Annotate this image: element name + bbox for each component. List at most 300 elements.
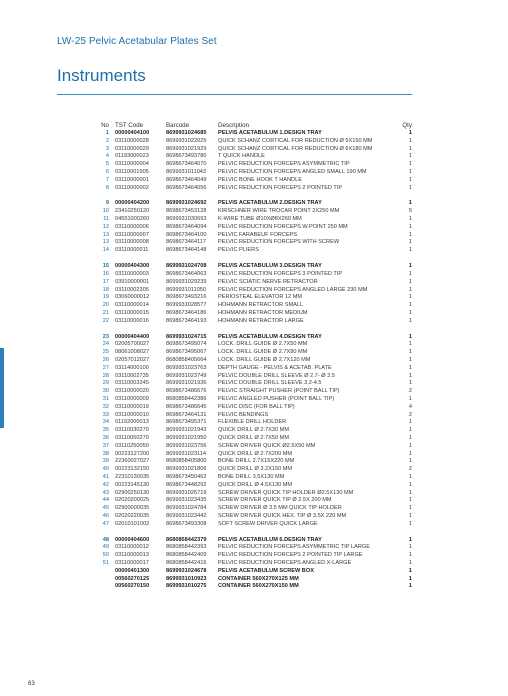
- table-row: [57, 247, 412, 255]
- cell-no: 46: [102, 512, 109, 519]
- page-number: 63: [28, 681, 35, 687]
- table-row: [57, 505, 412, 513]
- cell-no: 14: [102, 247, 109, 254]
- cell-description: PELVIC SCIATIC NERVE RETRACTOR: [218, 278, 318, 285]
- cell-no: 8: [105, 184, 109, 191]
- cell-no: 9: [105, 200, 109, 207]
- cell-qty: 1: [408, 357, 412, 363]
- cell-barcode: 8698673495371: [166, 419, 207, 426]
- table-row: [57, 404, 412, 412]
- cell-description: HOHMANN RETRACTOR MEDIUM: [218, 309, 308, 316]
- cell-description: LOCK. DRILL GUIDE Ø 2.7X120 MM: [218, 357, 311, 363]
- cell-description: QUICK SCHANZ CORTICAL FOR REDUCTION Ø 5X150 MM: [218, 137, 373, 144]
- table-row: [57, 169, 412, 177]
- cell-barcode: 8699931023114: [166, 450, 207, 457]
- cell-qty: 1: [408, 184, 412, 191]
- cell-qty: 1: [408, 168, 412, 175]
- cell-description: CONTAINER 560X270X150 MM: [218, 583, 299, 590]
- cell-barcode: 8699931024685: [166, 130, 207, 136]
- cell-no: 2: [105, 137, 109, 144]
- table-row: [57, 349, 412, 357]
- cell-no: 10: [102, 208, 109, 215]
- cell-barcode: 8680858405800: [166, 458, 207, 465]
- cell-description: PELVIS ACETABULUM 3.DESIGN TRAY: [218, 263, 322, 270]
- cell-no: 22: [102, 317, 109, 324]
- cell-description: SCREW DRIVER QUICK Ø2.5X50 MM: [218, 442, 316, 449]
- table-row: [57, 482, 412, 490]
- cell-tst-code: 03110000020: [115, 388, 149, 395]
- cell-qty: 2: [408, 388, 412, 395]
- cell-tst-code: 03110003245: [115, 380, 149, 387]
- instruments-table: [57, 121, 412, 591]
- cell-description: PELVIC REDUCTION FORCEPS ANGLED X-LARGE: [218, 560, 352, 567]
- cell-barcode: 8699931011043: [166, 168, 207, 175]
- cell-qty: 1: [408, 130, 412, 136]
- cell-tst-code: 03110002735: [115, 372, 149, 379]
- cell-no: 49: [102, 544, 109, 551]
- table-row: [57, 396, 412, 404]
- cell-barcode: 8698673464070: [166, 161, 207, 168]
- cell-tst-code: 03110000017: [115, 560, 149, 567]
- cell-qty: 1: [408, 427, 412, 434]
- cell-tst-code: 00000404200: [115, 200, 150, 207]
- cell-tst-code: 00000401300: [115, 567, 150, 574]
- cell-barcode: 8699931023435: [166, 497, 207, 504]
- cell-tst-code: 02057012027: [115, 357, 150, 363]
- table-row: [57, 490, 412, 498]
- table-row: [57, 310, 412, 318]
- cell-tst-code: 02020220035: [115, 512, 150, 519]
- table-row: [57, 458, 412, 466]
- cell-barcode: 8699931024784: [166, 505, 207, 512]
- cell-tst-code: 01193000023: [115, 153, 149, 160]
- cell-description: BONE DRILL 2.7X15X220 MM: [218, 458, 295, 465]
- cell-tst-code: 22360027027: [115, 458, 150, 465]
- cell-description: QUICK DRILL Ø 2.7X30 MM: [218, 427, 289, 434]
- table-row: [57, 443, 412, 451]
- cell-description: PELVIC REDUCTION FORCEPS ASYMMETRIC TIP: [218, 161, 350, 168]
- cell-no: 39: [102, 458, 109, 465]
- cell-description: PELVIC BENDINGS: [218, 411, 269, 418]
- table-row: [57, 451, 412, 459]
- table-row: [57, 302, 412, 310]
- cell-description: PELVIS ACETABULUM 4.DESIGN TRAY: [218, 333, 322, 340]
- cell-tst-code: 03114000100: [115, 364, 149, 371]
- cell-barcode: 8699931023442: [166, 512, 207, 519]
- cell-qty: 1: [408, 349, 412, 356]
- cell-qty: 1: [408, 434, 412, 441]
- cell-tst-code: 03110000019: [115, 403, 149, 410]
- cell-tst-code: 03060000012: [115, 294, 150, 301]
- cell-barcode: 8698673493216: [166, 294, 207, 301]
- table-row: [57, 161, 412, 169]
- cell-no: 50: [102, 552, 109, 559]
- table-row: [57, 537, 412, 545]
- cell-barcode: 8698673464131: [166, 411, 207, 418]
- cell-qty: 1: [408, 263, 412, 270]
- cell-tst-code: 03110000013: [115, 552, 149, 559]
- cell-barcode: 8699931026719: [166, 489, 207, 496]
- cell-tst-code: 03110000002: [115, 184, 149, 191]
- cell-barcode: 8699931023749: [166, 372, 207, 379]
- cell-barcode: 8698673493308: [166, 520, 207, 527]
- table-row: [57, 287, 412, 295]
- cell-barcode: 8698673495074: [166, 341, 207, 348]
- cell-barcode: 8699931023756: [166, 442, 207, 449]
- cell-barcode: 8698673464063: [166, 270, 207, 277]
- cell-barcode: 8699931021806: [166, 466, 207, 473]
- cell-barcode: 8680858442393: [166, 544, 207, 551]
- table-row: [57, 263, 412, 271]
- table-row: [57, 224, 412, 232]
- cell-qty: 1: [408, 200, 412, 207]
- cell-no: 13: [102, 239, 109, 246]
- cell-no: 15: [102, 263, 109, 270]
- cell-qty: 1: [408, 294, 412, 301]
- cell-qty: 1: [408, 341, 412, 348]
- cell-qty: 1: [408, 560, 412, 567]
- cell-description: PELVIC PLIERS: [218, 247, 259, 254]
- cell-qty: 1: [408, 473, 412, 480]
- document-header-title: LW-25 Pelvic Acetabular Plates Set: [57, 36, 217, 47]
- cell-no: 37: [102, 442, 109, 449]
- table-row: [57, 497, 412, 505]
- cell-no: 27: [102, 364, 109, 371]
- cell-qty: 1: [408, 223, 412, 230]
- table-row: [57, 466, 412, 474]
- cell-barcode: 8680858442409: [166, 552, 207, 559]
- cell-description: T QUICK HANDLE: [218, 153, 265, 160]
- table-row: [57, 568, 412, 576]
- cell-tst-code: 00223127200: [115, 450, 150, 457]
- cell-tst-code: 03110000006: [115, 223, 149, 230]
- table-row: [57, 208, 412, 216]
- cell-barcode: 8699931030693: [166, 216, 207, 223]
- cell-tst-code: 02900250130: [115, 489, 150, 496]
- cell-tst-code: 03110000028: [115, 137, 149, 144]
- cell-no: 4: [105, 153, 109, 160]
- cell-description: LOCK. DRILL GUIDE Ø 2.7X50 MM: [218, 341, 308, 348]
- cell-description: SCREW DRIVER QUICK TIP Ø 2.5X 200 MM: [218, 497, 332, 504]
- table-row: [57, 365, 412, 373]
- table-row: [57, 279, 412, 287]
- cell-qty: 1: [408, 161, 412, 168]
- cell-description: PELVIC REDUCTION FORCEPS ASYMMETRIC TIP LARGE: [218, 544, 370, 551]
- cell-qty: 1: [408, 278, 412, 285]
- cell-qty: 1: [408, 372, 412, 379]
- cell-no: 12: [102, 223, 109, 230]
- cell-description: LOCK. DRILL GUIDE Ø 2.7X80 MM: [218, 349, 308, 356]
- cell-qty: 1: [408, 489, 412, 496]
- cell-barcode: 8680858405664: [166, 357, 207, 363]
- cell-no: 29: [102, 380, 109, 387]
- table-body: [57, 130, 412, 591]
- cell-barcode: 8698673464193: [166, 317, 207, 324]
- cell-tst-code: 00223145130: [115, 481, 150, 488]
- cell-no: 25: [102, 349, 109, 356]
- cell-tst-code: 04551000260: [115, 216, 150, 223]
- table-row: [57, 177, 412, 185]
- cell-tst-code: 03110001905: [115, 168, 149, 175]
- cell-qty: 1: [408, 239, 412, 246]
- cell-qty: 5: [408, 208, 412, 215]
- cell-description: SCREW DRIVER QUICK HEX. TIP Ø 3.5X 220 MM: [218, 512, 347, 519]
- cell-description: PELVIC REDUCTION FORCEPS WITH SCREW: [218, 239, 340, 246]
- cell-qty: 1: [408, 450, 412, 457]
- cell-description: QUICK DRILL Ø 2.7X50 MM: [218, 434, 289, 441]
- cell-qty: 1: [408, 497, 412, 504]
- cell-barcode: 8699931022025: [166, 137, 207, 144]
- cell-qty: 1: [408, 270, 412, 277]
- cell-description: PELVIC DOUBLE DRILL SLEEVE Ø 2.7- Ø 3.5: [218, 372, 335, 379]
- cell-barcode: 8699931021943: [166, 427, 207, 434]
- cell-barcode: 8699931024708: [166, 263, 207, 270]
- cell-tst-code: 23410250120: [115, 208, 150, 215]
- cell-barcode: 8699931010275: [166, 583, 207, 590]
- cell-no: 7: [105, 176, 109, 183]
- cell-description: PELVIC FARABEUF FORCEPS: [218, 231, 298, 238]
- cell-qty: 1: [408, 137, 412, 144]
- cell-tst-code: 00000404400: [115, 333, 150, 340]
- cell-barcode: 8698673486676: [166, 388, 207, 395]
- cell-barcode: 8699931024692: [166, 200, 207, 207]
- cell-qty: 1: [408, 520, 412, 527]
- cell-qty: 1: [408, 317, 412, 324]
- cell-description: CONTAINER 560X270X125 MM: [218, 575, 299, 582]
- cell-tst-code: 03110000011: [115, 247, 149, 254]
- cell-barcode: 8699931021950: [166, 434, 207, 441]
- table-row: [57, 341, 412, 349]
- cell-barcode: 8698673495067: [166, 349, 207, 356]
- cell-barcode: 8698673448292: [166, 481, 207, 488]
- cell-description: QUICK DRILL Ø 2.7X200 MM: [218, 450, 293, 457]
- column-header-barcode: Barcode: [166, 122, 190, 129]
- column-header-no: No: [101, 122, 109, 129]
- cell-description: PELVIC REDUCTION FORCEPS ANGLED LARGE 230 MM: [218, 286, 368, 293]
- cell-no: 13: [102, 231, 109, 238]
- cell-description: PERIOSTEAL ELEVATOR 12 MM: [218, 294, 303, 301]
- cell-description: PELVIS ACETABULUM 6.DESIGN TRAY: [218, 536, 322, 543]
- cell-tst-code: 03110000008: [115, 239, 149, 246]
- table-row: [57, 435, 412, 443]
- cell-no: 32: [102, 403, 109, 410]
- cell-tst-code: 02010101002: [115, 520, 150, 527]
- cell-qty: 1: [408, 567, 412, 574]
- cell-qty: 1: [408, 231, 412, 238]
- table-row: [57, 239, 412, 247]
- cell-barcode: 8698673464094: [166, 223, 207, 230]
- cell-no: 31: [102, 395, 109, 402]
- cell-no: 19: [102, 294, 109, 301]
- cell-barcode: 8698673464100: [166, 231, 207, 238]
- column-header-description: Description: [218, 122, 249, 129]
- cell-description: PELVIS ACETABULUM 1.DESIGN TRAY: [218, 130, 322, 136]
- title-divider: [57, 94, 412, 95]
- cell-description: SCREW DRIVER Ø 3.5 MM QUICK TIP HOLDER: [218, 505, 342, 512]
- cell-qty: 1: [408, 153, 412, 160]
- table-row: [57, 521, 412, 529]
- cell-description: PELVIC DOUBLE DRILL SLEEVE 3.2-4.5: [218, 380, 322, 387]
- cell-tst-code: 03110250050: [115, 442, 149, 449]
- cell-no: 41: [102, 473, 109, 480]
- cell-description: PELVIC DISC (FOR BALL TIP): [218, 403, 295, 410]
- cell-no: 35: [102, 427, 109, 434]
- cell-barcode: 8698673464117: [166, 239, 207, 246]
- cell-tst-code: 03110000015: [115, 309, 149, 316]
- cell-no: 23: [102, 333, 109, 340]
- cell-no: 38: [102, 450, 109, 457]
- cell-tst-code: 03110050270: [115, 434, 149, 441]
- table-row: [57, 380, 412, 388]
- cell-qty: 1: [408, 505, 412, 512]
- cell-qty: 2: [408, 466, 412, 473]
- cell-tst-code: 03110000001: [115, 176, 149, 183]
- cell-tst-code: 00000404300: [115, 263, 150, 270]
- cell-barcode: 8698673453128: [166, 208, 207, 215]
- cell-qty: 1: [408, 583, 412, 590]
- cell-tst-code: 03110000010: [115, 411, 149, 418]
- cell-barcode: 8699931023763: [166, 364, 207, 371]
- cell-description: K-WIRE TUBE Ø10XØ8X260 MM: [218, 216, 302, 223]
- cell-description: DEPTH GAUGE - PELVIS & ACETAB. PLATE: [218, 364, 332, 371]
- table-row: [57, 419, 412, 427]
- section-title: Instruments: [57, 66, 146, 85]
- cell-tst-code: 03110000029: [115, 145, 149, 152]
- cell-description: QUICK SCHANZ CORTICAL FOR REDUCTION Ø 6X180 MM: [218, 145, 373, 152]
- table-row: [57, 357, 412, 365]
- cell-qty: 1: [408, 364, 412, 371]
- cell-qty: 1: [408, 395, 412, 402]
- table-row: [57, 334, 412, 342]
- cell-description: BONE DRILL 3.5X130 MM: [218, 473, 285, 480]
- cell-qty: 1: [408, 552, 412, 559]
- cell-description: PELVIC REDUCTION FORCEPS 2 POINTED TIP: [218, 184, 343, 191]
- cell-barcode: 8699931011050: [166, 286, 207, 293]
- table-row: [57, 271, 412, 279]
- cell-tst-code: 02020200025: [115, 497, 150, 504]
- cell-description: QUICK DRILL Ø 4.5X130 MM: [218, 481, 293, 488]
- table-row: [57, 185, 412, 193]
- cell-qty: 1: [408, 309, 412, 316]
- cell-description: KIRSCHNER WIRE TROCAR POINT 2X250 MM: [218, 208, 340, 215]
- cell-no: 51: [102, 560, 109, 567]
- cell-description: PELVIC REDUCTION FORCEPS 2 POINTED TIP LARGE: [218, 552, 363, 559]
- table-row: [57, 576, 412, 584]
- cell-barcode: 8680858442416: [166, 560, 207, 567]
- cell-no: 28: [102, 372, 109, 379]
- cell-no: 44: [102, 497, 109, 504]
- cell-no: 16: [102, 270, 109, 277]
- cell-no: 47: [102, 520, 109, 527]
- table-row: [57, 138, 412, 146]
- cell-description: PELVIC REDUCTION FORCEPS W.POINT 250 MM: [218, 223, 348, 230]
- table-row: [57, 474, 412, 482]
- table-row: [57, 294, 412, 302]
- table-row: [57, 200, 412, 208]
- cell-description: HOHMANN RETRACTOR SMALL: [218, 302, 304, 309]
- cell-barcode: 8699931028577: [166, 302, 207, 309]
- cell-description: QUICK DRILL Ø 3.2X150 MM: [218, 466, 293, 473]
- cell-barcode: 8698673464049: [166, 176, 207, 183]
- cell-barcode: 8698673464148: [166, 247, 207, 254]
- cell-qty: 1: [408, 442, 412, 449]
- table-row: [57, 130, 412, 138]
- cell-no: 45: [102, 505, 109, 512]
- cell-qty: 1: [408, 247, 412, 254]
- column-header-tst-code: TST Code: [115, 122, 144, 129]
- cell-qty: 1: [408, 536, 412, 543]
- cell-barcode: 8698673450462: [166, 473, 207, 480]
- table-row: [57, 373, 412, 381]
- cell-tst-code: 00223132150: [115, 466, 150, 473]
- table-row: [57, 552, 412, 560]
- cell-description: PELVIC ANGLED PUSHER (POINT BALL TIP): [218, 395, 335, 402]
- cell-qty: 1: [408, 419, 412, 426]
- cell-description: PELVIC REDUCTION FORCEPS 3 POINTED TIP: [218, 270, 343, 277]
- table-row: [57, 583, 412, 591]
- cell-qty: 1: [408, 286, 412, 293]
- cell-barcode: 8699931029239: [166, 278, 207, 285]
- cell-tst-code: 03110000014: [115, 302, 149, 309]
- cell-no: 5: [105, 161, 109, 168]
- cell-barcode: 8699931024715: [166, 333, 207, 340]
- cell-tst-code: 00000404100: [115, 130, 150, 136]
- cell-tst-code: 03110000016: [115, 317, 149, 324]
- cell-no: 11: [103, 216, 109, 223]
- cell-description: PELVIC STRAIGHT PUSHER (POINT BALL TIP): [218, 388, 340, 395]
- cell-no: 43: [102, 489, 109, 496]
- cell-tst-code: 02005700027: [115, 341, 150, 348]
- cell-no: 3: [105, 145, 109, 152]
- cell-barcode: 8680858442379: [166, 536, 207, 543]
- table-header-row: [57, 121, 412, 130]
- cell-qty: 2: [408, 411, 412, 418]
- cell-barcode: 8698673486645: [166, 403, 207, 410]
- cell-qty: 1: [408, 302, 412, 309]
- cell-description: SOFT SCREW DRIVER QUICK LARGE: [218, 520, 318, 527]
- cell-tst-code: 01192000013: [115, 419, 149, 426]
- cell-no: 17: [102, 278, 109, 285]
- cell-description: PELVIS ACETABULUM 2.DESIGN TRAY: [218, 200, 322, 207]
- table-row: [57, 388, 412, 396]
- cell-qty: 1: [408, 481, 412, 488]
- cell-qty: 1: [408, 544, 412, 551]
- cell-no: 6: [105, 168, 109, 175]
- cell-tst-code: 03110000004: [115, 161, 149, 168]
- cell-barcode: 8699931021936: [166, 380, 207, 387]
- cell-qty: 1: [408, 512, 412, 519]
- cell-qty: 1: [408, 575, 412, 582]
- cell-qty: 1: [408, 333, 412, 340]
- cell-tst-code: 03110000003: [115, 270, 149, 277]
- cell-no: 26: [102, 357, 109, 363]
- side-accent-bar: [0, 348, 4, 428]
- cell-no: 34: [102, 419, 109, 426]
- cell-barcode: 8699931024678: [166, 567, 207, 574]
- cell-description: PELVIC REDUCTION FORCEPS ANGLED SMALL 190 MM: [218, 168, 367, 175]
- cell-qty: 1: [408, 176, 412, 183]
- cell-tst-code: 00560270125: [115, 575, 150, 582]
- cell-no: 1: [105, 130, 109, 136]
- cell-barcode: 8699931021929: [166, 145, 207, 152]
- table-row: [57, 560, 412, 568]
- table-row: [57, 427, 412, 435]
- cell-no: 42: [102, 481, 109, 488]
- cell-description: PELVIC BONE HOOK T HANDLE: [218, 176, 302, 183]
- cell-no: 20: [102, 302, 109, 309]
- table-row: [57, 146, 412, 154]
- table-row: [57, 412, 412, 420]
